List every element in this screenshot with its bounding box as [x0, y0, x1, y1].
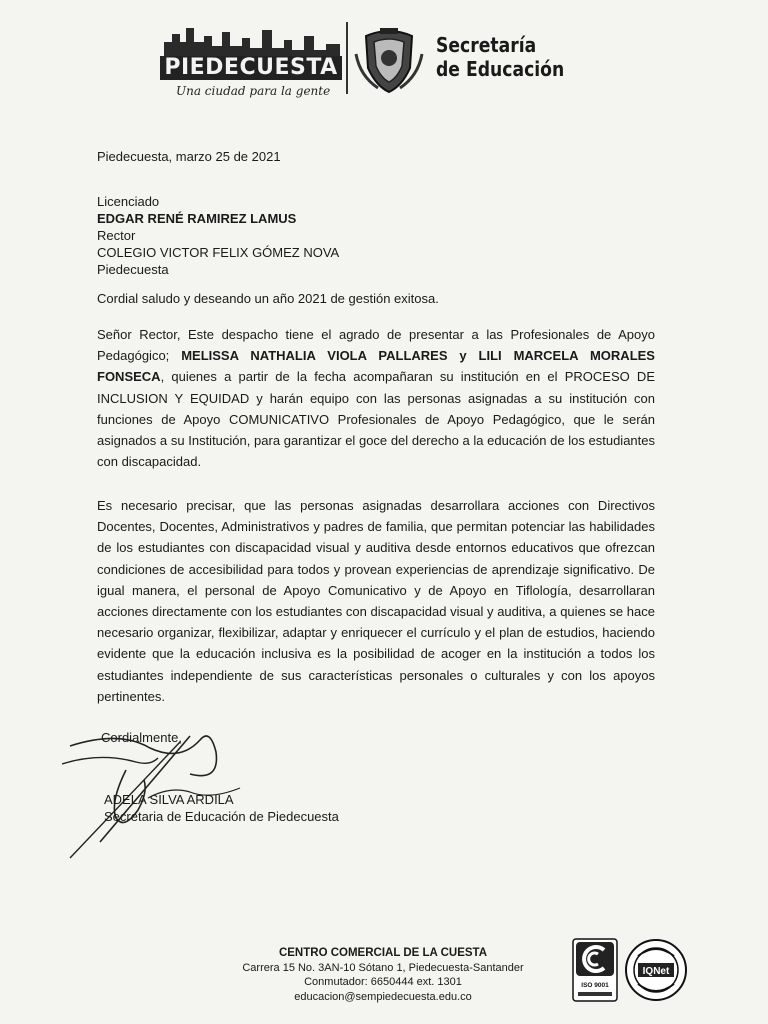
footer-email: educacion@sempiedecuesta.edu.co: [294, 990, 472, 1003]
recipient-city: Piedecuesta: [97, 262, 169, 277]
cert-2-label: IQNet: [642, 966, 670, 977]
paragraph-1-start: Señor Rector, Este despacho tiene el agrado de presentar a las Profesionales de Apoyo Pedagógico;: [97, 327, 655, 364]
recipient-name: EDGAR RENÉ RAMIREZ LAMUS: [97, 211, 297, 226]
closing: Cordialmente,: [101, 730, 182, 745]
greeting: Cordial saludo y deseando un año 2021 de gestión exitosa.: [97, 291, 439, 306]
footer-contact: [222, 946, 544, 1004]
iqnet-certification-icon: [624, 938, 688, 1002]
city-tagline: Una ciudad para la gente: [176, 84, 331, 98]
header-divider: [346, 22, 348, 94]
recipient-title: Licenciado: [97, 194, 160, 209]
signer-name: ADELA SILVA ARDILA: [104, 792, 234, 807]
paragraph-actions: Es necesario precisar, que las personas asignadas desarrollara acciones con Directivos Docentes, Docentes, Administrativos y padres de familia, que permitan potenciar las habilidades de los estudiantes con discapacidad visual y auditiva desde entornos educativos que ofrezcan condiciones de accesibilidad para todos y provean experiencias de aprendizaje significativo. De igual manera, el personal de Apoyo Comunicativo y de Apoyo en Tiflología, desarrollaran acciones directamente con los estudiantes con discapacidad visual y auditiva, a quienes se hace necesario organizar, flexibilizar, adaptar y enriquecer el currículo y el plan de estudios, haciendo evidente que la educación inclusiva es la posibilidad de acoger en la institución a todos los estudiantes independiente de sus características personales o culturales y con los apoyos pertinentes.: [97, 498, 655, 704]
piedecuesta-logo: [160, 22, 345, 102]
footer-title: CENTRO COMERCIAL DE LA CUESTA: [278, 947, 488, 959]
paragraph-introduction: [97, 324, 655, 472]
professional-names: MELISSA NATHALIA VIOLA PALLARES y LILI MARCELA MORALES FONSECA: [97, 348, 655, 385]
coat-of-arms-icon: [352, 24, 426, 98]
office-name-line2: de Educación: [436, 57, 565, 81]
city-skyline-icon: [164, 24, 340, 58]
iso-certification-icon: [572, 938, 618, 1002]
recipient-institution: COLEGIO VICTOR FELIX GÓMEZ NOVA: [97, 245, 340, 260]
office-name: [436, 33, 564, 81]
footer-phone: Conmutador: 6650444 ext. 1301: [304, 976, 462, 988]
signer-title: Secretaria de Educación de Piedecuesta: [104, 809, 339, 824]
paragraph-1-end: , quienes a partir de la fecha acompañaran su institución en el PROCESO DE INCLUSION Y EQUIDAD y harán equipo con las personas asignadas a su institución con funciones de Apoyo COMUNICATIVO Profesionales de Apoyo Pedagógico, que le serán asignados a su Institución, para garantizar el goce del derecho a la educación de los estudiantes con discapacidad.: [97, 369, 655, 470]
office-name-line1: Secretaría: [436, 33, 537, 57]
signer-block: [104, 791, 339, 825]
city-name: PIEDECUESTA: [160, 56, 342, 80]
recipient-block: [97, 193, 339, 278]
letter-date: Piedecuesta, marzo 25 de 2021: [97, 149, 281, 164]
recipient-position: Rector: [97, 228, 136, 243]
footer-address: Carrera 15 No. 3AN-10 Sótano 1, Piedecuesta-Santander: [242, 961, 524, 974]
cert-1-label: ISO 9001: [581, 982, 609, 989]
